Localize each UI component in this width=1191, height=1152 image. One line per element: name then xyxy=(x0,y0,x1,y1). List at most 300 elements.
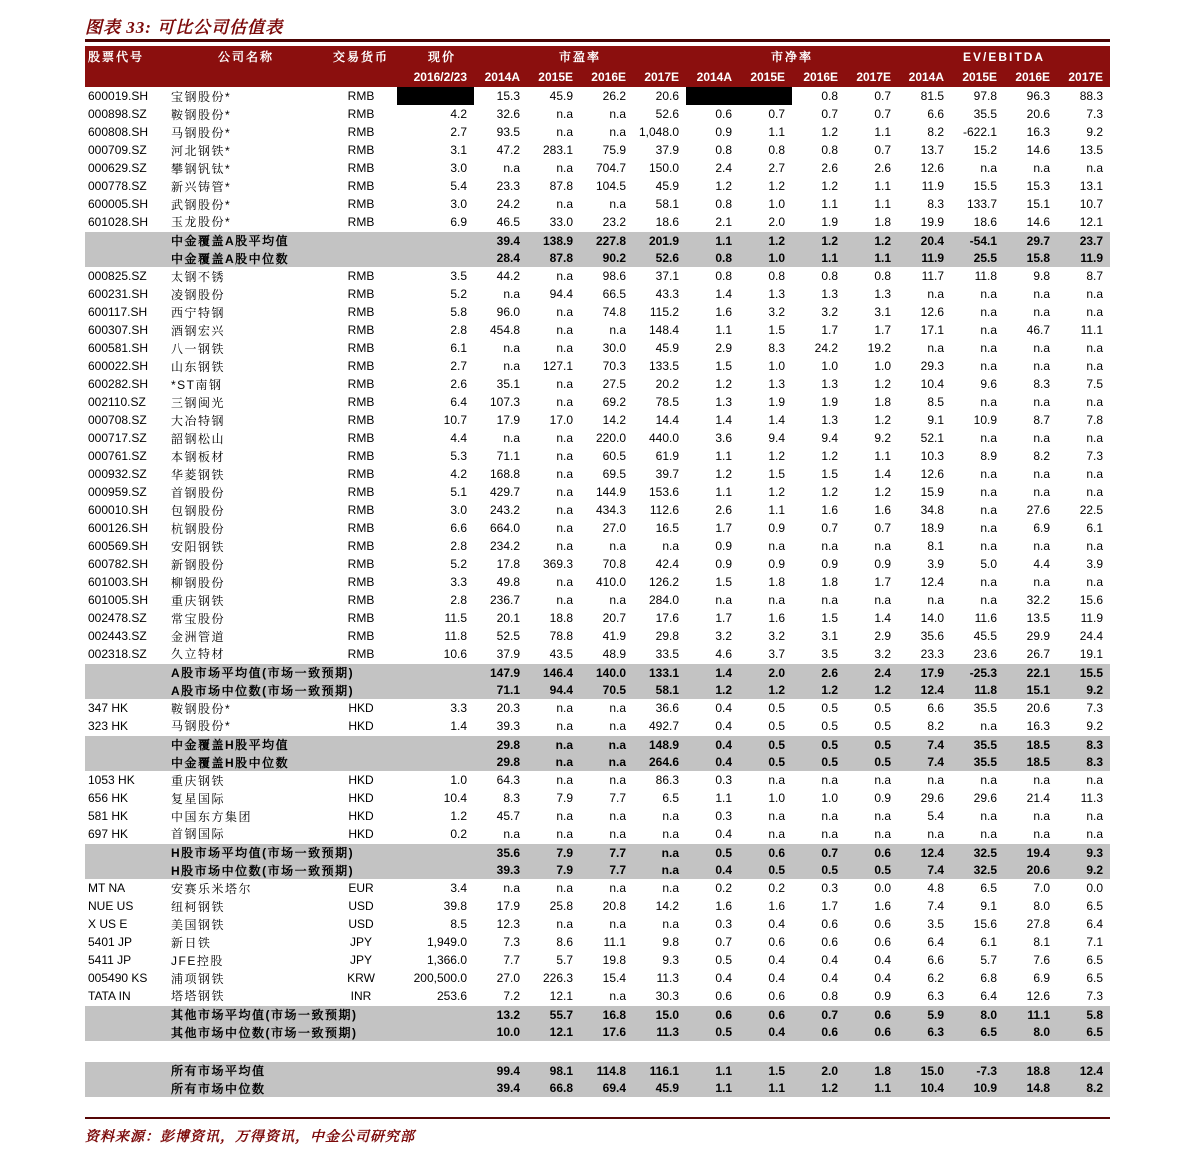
metric-value: 1.6 xyxy=(768,611,786,625)
summary-value: 14.8 xyxy=(1004,1079,1057,1097)
summary-spacer xyxy=(85,681,167,699)
currency-code: RMB xyxy=(347,197,375,211)
summary-value: 45.9 xyxy=(633,1079,686,1097)
company-row xyxy=(85,627,1110,645)
company-name: 攀钢钒钛* xyxy=(171,161,232,176)
summary-value: 138.9 xyxy=(527,231,580,249)
metric-value: 0.4 xyxy=(874,953,892,967)
metric-value: 0.9 xyxy=(874,988,892,1003)
company-name: 常宝股份 xyxy=(171,611,226,626)
metric-value: 13.5 xyxy=(1079,143,1104,157)
header-pe-2017e: 2017E xyxy=(633,67,686,87)
metric-value: n.a xyxy=(1033,539,1051,553)
metric-value: 1.4 xyxy=(768,413,786,427)
metric-value: 8.5 xyxy=(927,395,945,409)
metric-value: 43.5 xyxy=(549,646,573,661)
stock-code: 600005.SH xyxy=(88,197,149,211)
company-row xyxy=(85,357,1110,375)
company-row xyxy=(85,465,1110,483)
metric-value: 64.3 xyxy=(496,773,520,787)
metric-value: 0.9 xyxy=(715,125,733,139)
footer-rule xyxy=(85,1117,1110,1119)
company-row xyxy=(85,537,1110,555)
metric-value: 2.1 xyxy=(715,214,733,229)
summary-row xyxy=(85,681,1110,699)
header-company-name: 公司名称 xyxy=(167,46,325,67)
metric-value: 13.7 xyxy=(920,143,945,157)
price-value: 1.4 xyxy=(450,718,467,733)
metric-value: n.a xyxy=(1033,809,1051,823)
metric-value: 7.3 xyxy=(503,935,520,949)
metric-value: 34.8 xyxy=(920,503,945,517)
summary-value: n.a xyxy=(527,753,580,771)
header-row-groups xyxy=(85,46,1110,67)
metric-value: 6.9 xyxy=(1033,521,1051,535)
metric-value: 44.2 xyxy=(496,269,520,283)
metric-value: n.a xyxy=(556,503,573,517)
summary-value: 0.6 xyxy=(845,843,898,861)
company-name: 西宁特钢 xyxy=(171,305,226,320)
price-value: 39.8 xyxy=(443,899,467,913)
metric-value: 26.2 xyxy=(602,89,626,103)
metric-value: 15.3 xyxy=(1026,179,1051,193)
metric-value: 96.3 xyxy=(1026,89,1051,103)
metric-value: n.a xyxy=(503,881,520,895)
currency-code: RMB xyxy=(347,214,375,229)
metric-value: 37.1 xyxy=(655,269,680,283)
summary-value: 0.6 xyxy=(792,1023,845,1041)
metric-value: 0.5 xyxy=(874,718,892,733)
company-name: 杭钢股份 xyxy=(171,521,226,536)
metric-value: 0.6 xyxy=(768,935,786,949)
price-value: 10.4 xyxy=(443,791,467,805)
summary-value: 10.0 xyxy=(474,1023,527,1041)
metric-value: 1.2 xyxy=(715,377,733,391)
currency-code: USD xyxy=(348,899,374,913)
metric-value: 0.4 xyxy=(821,971,839,985)
summary-value: 1.5 xyxy=(739,1061,792,1079)
metric-value: 47.2 xyxy=(496,143,520,157)
price-value: 4.2 xyxy=(450,107,467,121)
summary-row xyxy=(85,1061,1110,1079)
summary-value: 29.7 xyxy=(1004,231,1057,249)
metric-value: n.a xyxy=(662,917,680,931)
metric-value: n.a xyxy=(556,485,573,499)
metric-value: 9.6 xyxy=(980,377,998,391)
stock-code: 656 HK xyxy=(88,791,129,805)
summary-value: 7.7 xyxy=(580,843,633,861)
stock-code: 000778.SZ xyxy=(88,179,147,193)
metric-value: 78.8 xyxy=(549,629,573,643)
company-name: *ST南钢 xyxy=(171,377,223,392)
metric-value: n.a xyxy=(1086,431,1104,445)
metric-value: n.a xyxy=(980,359,998,373)
summary-value: 7.4 xyxy=(898,861,951,879)
metric-value: 0.5 xyxy=(768,718,786,733)
metric-value: 0.7 xyxy=(821,521,839,535)
metric-value: 429.7 xyxy=(489,485,520,499)
metric-value: 1.2 xyxy=(715,179,733,193)
metric-value: 0.3 xyxy=(715,773,733,787)
metric-value: n.a xyxy=(821,539,839,553)
stock-code: 601003.SH xyxy=(88,575,149,589)
price-value: 2.8 xyxy=(450,593,467,607)
stock-code: 600808.SH xyxy=(88,125,149,139)
metric-value: 1.8 xyxy=(874,214,892,229)
metric-value: 71.1 xyxy=(496,449,520,463)
metric-value: n.a xyxy=(556,449,573,463)
metric-value: 7.6 xyxy=(1033,953,1051,967)
metric-value: 2.9 xyxy=(874,629,892,643)
summary-value: 116.1 xyxy=(633,1061,686,1079)
header-pb-2015e: 2015E xyxy=(739,67,792,87)
metric-value: 1.1 xyxy=(715,323,733,337)
metric-value: 39.7 xyxy=(655,467,680,481)
metric-value: 16.3 xyxy=(1026,125,1051,139)
metric-value: 150.0 xyxy=(648,161,680,175)
company-row xyxy=(85,519,1110,537)
metric-value: 0.9 xyxy=(715,539,733,553)
metric-value: 10.9 xyxy=(973,413,998,427)
price-value: 200,500.0 xyxy=(413,971,467,985)
company-name: 凌钢股份 xyxy=(171,287,226,302)
metric-value: 27.5 xyxy=(602,377,626,391)
summary-value: 1.0 xyxy=(739,249,792,267)
metric-value: n.a xyxy=(556,773,573,787)
metric-value: n.a xyxy=(980,305,998,319)
metric-value: 0.7 xyxy=(821,107,839,121)
summary-value: 11.1 xyxy=(1004,1005,1057,1023)
metric-value: 0.4 xyxy=(768,971,786,985)
currency-code: RMB xyxy=(347,413,375,427)
summary-value: 25.5 xyxy=(951,249,1004,267)
metric-value: 8.3 xyxy=(1033,377,1051,391)
metric-value: 0.8 xyxy=(715,143,733,157)
header-pb-2017e: 2017E xyxy=(845,67,898,87)
metric-value: 7.0 xyxy=(1033,881,1051,895)
summary-value: 0.5 xyxy=(845,861,898,879)
price-value: 6.4 xyxy=(450,395,467,409)
metric-value: 18.8 xyxy=(549,611,573,625)
price-value: 6.9 xyxy=(450,214,467,229)
currency-code: RMB xyxy=(347,107,375,121)
metric-value: n.a xyxy=(556,593,573,607)
summary-value: 18.5 xyxy=(1004,735,1057,753)
company-name: 安阳钢铁 xyxy=(171,539,226,554)
metric-value: 1.1 xyxy=(715,791,733,805)
metric-value: 39.3 xyxy=(496,718,520,733)
summary-value: 0.5 xyxy=(739,735,792,753)
metric-value: 46.5 xyxy=(496,214,520,229)
metric-value: 24.2 xyxy=(814,341,839,355)
section-gap xyxy=(85,1041,1110,1061)
metric-value: 20.2 xyxy=(655,377,680,391)
summary-row xyxy=(85,1023,1110,1041)
company-row xyxy=(85,267,1110,285)
metric-value: n.a xyxy=(556,521,573,535)
metric-value: n.a xyxy=(980,575,998,589)
metric-value: 7.1 xyxy=(1086,935,1104,949)
metric-value: 52.1 xyxy=(920,431,945,445)
metric-value: n.a xyxy=(874,773,892,787)
metric-value: 1.2 xyxy=(821,125,839,139)
summary-value: 146.4 xyxy=(527,663,580,681)
metric-value: 1.1 xyxy=(768,125,786,139)
company-name: 包钢股份 xyxy=(171,503,226,518)
metric-value: 1.7 xyxy=(715,611,733,625)
company-row xyxy=(85,609,1110,627)
company-name: 八一钢铁 xyxy=(171,341,226,356)
metric-value: 0.8 xyxy=(874,269,892,283)
metric-value: n.a xyxy=(609,539,626,553)
metric-value: n.a xyxy=(556,377,573,391)
currency-code: USD xyxy=(348,917,374,931)
metric-value: 16.5 xyxy=(655,521,680,535)
summary-value: 2.6 xyxy=(792,663,845,681)
metric-value: 45.9 xyxy=(655,341,680,355)
summary-value: 7.7 xyxy=(580,861,633,879)
metric-value: 29.6 xyxy=(973,791,998,805)
metric-value: 29.9 xyxy=(1026,629,1051,643)
metric-value: 704.7 xyxy=(595,161,626,175)
metric-value: 0.7 xyxy=(874,89,892,103)
metric-value: 98.6 xyxy=(602,269,626,283)
metric-value: n.a xyxy=(609,701,626,715)
metric-value: n.a xyxy=(556,161,573,175)
price-value: 4.4 xyxy=(450,431,467,445)
metric-value: 0.2 xyxy=(715,881,733,895)
summary-row xyxy=(85,735,1110,753)
metric-value: 78.5 xyxy=(655,395,680,409)
summary-value: 1.2 xyxy=(686,681,739,699)
metric-value: 45.9 xyxy=(655,179,680,193)
company-name: 重庆钢铁 xyxy=(171,773,226,788)
currency-code: HKD xyxy=(348,701,374,715)
stock-code: 1053 HK xyxy=(88,773,135,787)
metric-value: 7.9 xyxy=(556,791,573,805)
company-name: 山东钢铁 xyxy=(171,359,226,374)
redacted-cell xyxy=(686,87,739,105)
company-name: 马钢股份* xyxy=(171,719,232,733)
stock-code: 000709.SZ xyxy=(88,143,147,157)
metric-value: n.a xyxy=(662,881,680,895)
metric-value: 93.5 xyxy=(496,125,520,139)
metric-value: 6.4 xyxy=(927,935,945,949)
metric-value: 45.7 xyxy=(496,809,520,823)
metric-value: 14.0 xyxy=(920,611,945,625)
stock-code: 000932.SZ xyxy=(88,467,147,481)
header-pe-2014a: 2014A xyxy=(474,67,527,87)
summary-value: 11.9 xyxy=(1057,249,1110,267)
metric-value: n.a xyxy=(556,467,573,481)
company-name: 本钢板材 xyxy=(171,449,226,464)
metric-value: n.a xyxy=(980,809,998,823)
company-row xyxy=(85,375,1110,393)
metric-value: 0.0 xyxy=(1086,881,1104,895)
summary-value: 8.2 xyxy=(1057,1079,1110,1097)
summary-value: 12.4 xyxy=(898,681,951,699)
metric-value: n.a xyxy=(980,431,998,445)
metric-value: 1.4 xyxy=(715,413,733,427)
summary-value: 12.4 xyxy=(898,843,951,861)
summary-value: 8.3 xyxy=(1057,735,1110,753)
metric-value: 0.7 xyxy=(874,521,892,535)
metric-value: n.a xyxy=(768,539,786,553)
metric-value: 7.2 xyxy=(503,988,520,1003)
metric-value: 2.6 xyxy=(874,161,892,175)
price-value: 6.1 xyxy=(450,341,467,355)
metric-value: 58.1 xyxy=(655,197,680,211)
metric-value: 2.6 xyxy=(821,161,839,175)
metric-value: 9.2 xyxy=(1086,718,1104,733)
metric-value: n.a xyxy=(556,881,573,895)
summary-value: 0.4 xyxy=(739,1023,792,1041)
metric-value: n.a xyxy=(874,809,892,823)
currency-code: RMB xyxy=(347,125,375,139)
metric-value: 6.2 xyxy=(927,971,945,985)
stock-code: 000959.SZ xyxy=(88,485,147,499)
metric-value: 61.9 xyxy=(655,449,680,463)
metric-value: 10.3 xyxy=(920,449,945,463)
metric-value: 6.5 xyxy=(980,881,998,895)
header-stock-code: 股票代号 xyxy=(85,46,167,67)
summary-value: 90.2 xyxy=(580,249,633,267)
summary-row xyxy=(85,753,1110,771)
summary-value: 8.3 xyxy=(1057,753,1110,771)
stock-code: 600126.SH xyxy=(88,521,149,535)
summary-spacer xyxy=(85,843,167,861)
header-ev-2016e: 2016E xyxy=(1004,67,1057,87)
metric-value: 2.4 xyxy=(715,161,733,175)
company-row xyxy=(85,411,1110,429)
metric-value: 52.5 xyxy=(496,629,520,643)
summary-value: 0.5 xyxy=(845,735,898,753)
currency-code: RMB xyxy=(347,629,375,643)
summary-value: 5.9 xyxy=(898,1005,951,1023)
metric-value: 0.9 xyxy=(874,791,892,805)
summary-value: n.a xyxy=(527,735,580,753)
summary-value: 1.2 xyxy=(739,231,792,249)
metric-value: 1.6 xyxy=(821,503,839,517)
stock-code: 005490 KS xyxy=(88,971,148,985)
company-row xyxy=(85,933,1110,951)
currency-code: RMB xyxy=(347,449,375,463)
metric-value: 17.8 xyxy=(496,557,520,571)
metric-value: 12.3 xyxy=(496,917,520,931)
stock-code: 5401 JP xyxy=(88,935,133,949)
summary-value: 1.4 xyxy=(686,663,739,681)
stock-code: 600581.SH xyxy=(88,341,149,355)
metric-value: n.a xyxy=(1033,395,1051,409)
metric-value: 17.1 xyxy=(920,323,945,337)
summary-value: 39.4 xyxy=(474,1079,527,1097)
stock-code: 600282.SH xyxy=(88,377,149,391)
company-name: 美国钢铁 xyxy=(171,917,226,932)
metric-value: n.a xyxy=(609,881,626,895)
metric-value: n.a xyxy=(1033,287,1051,301)
metric-value: 19.2 xyxy=(867,341,892,355)
metric-value: 6.3 xyxy=(927,988,945,1003)
metric-value: 0.6 xyxy=(715,107,733,121)
metric-value: 6.8 xyxy=(980,971,998,985)
header-ev-2017e: 2017E xyxy=(1057,67,1110,87)
metric-value: 14.6 xyxy=(1026,143,1051,157)
metric-value: n.a xyxy=(927,593,945,607)
price-value: 3.5 xyxy=(450,269,467,283)
metric-value: n.a xyxy=(556,269,573,283)
metric-value: 0.4 xyxy=(768,953,786,967)
company-name: 新日铁 xyxy=(171,935,212,950)
metric-value: n.a xyxy=(980,593,998,607)
metric-value: 6.5 xyxy=(1086,953,1104,967)
metric-value: 107.3 xyxy=(489,395,520,409)
company-row xyxy=(85,717,1110,735)
metric-value: 440.0 xyxy=(648,431,680,445)
metric-value: 20.1 xyxy=(496,611,520,625)
metric-value: 13.5 xyxy=(1026,611,1051,625)
metric-value: 27.0 xyxy=(602,521,626,535)
metric-value: 1.3 xyxy=(715,395,733,409)
metric-value: 25.8 xyxy=(549,899,573,913)
header-spacer xyxy=(167,67,325,87)
metric-value: 133.5 xyxy=(648,359,680,373)
summary-value: 1.1 xyxy=(686,1079,739,1097)
metric-value: 1.7 xyxy=(874,575,892,589)
currency-code: RMB xyxy=(347,161,375,175)
metric-value: n.a xyxy=(1033,341,1051,355)
metric-value: 1.0 xyxy=(821,791,839,805)
price-value: 10.7 xyxy=(443,413,467,427)
company-name: 大冶特钢 xyxy=(171,413,226,428)
metric-value: 1.3 xyxy=(821,287,839,301)
metric-value: 664.0 xyxy=(489,521,520,535)
metric-value: 23.6 xyxy=(973,646,998,661)
metric-value: 1.2 xyxy=(821,179,839,193)
stock-code: 000898.SZ xyxy=(88,107,147,121)
metric-value: 87.8 xyxy=(549,179,573,193)
metric-value: 1.7 xyxy=(821,899,839,913)
metric-value: 11.9 xyxy=(921,179,945,193)
summary-value: 17.9 xyxy=(898,663,951,681)
metric-value: 133.7 xyxy=(967,197,998,211)
summary-value: 0.6 xyxy=(739,843,792,861)
summary-value: 18.5 xyxy=(1004,753,1057,771)
summary-row xyxy=(85,1005,1110,1023)
price-value: 1.2 xyxy=(450,809,467,823)
figure-title: 图表 33: 可比公司估值表 xyxy=(85,18,284,37)
summary-value: 69.4 xyxy=(580,1079,633,1097)
stock-code: 002318.SZ xyxy=(88,646,147,661)
currency-code: RMB xyxy=(347,359,375,373)
metric-value: 3.2 xyxy=(715,629,733,643)
company-name: 重庆钢铁 xyxy=(171,593,226,608)
metric-value: 126.2 xyxy=(648,575,680,589)
summary-value: n.a xyxy=(633,861,686,879)
company-name: 金洲管道 xyxy=(171,629,226,644)
metric-value: 32.2 xyxy=(1026,593,1051,607)
price-value: 5.1 xyxy=(450,485,467,499)
currency-code: RMB xyxy=(347,143,375,157)
metric-value: 1.6 xyxy=(715,305,733,319)
price-value: 5.2 xyxy=(450,557,467,571)
metric-value: 0.9 xyxy=(768,521,786,535)
summary-label: 所有市场平均值 xyxy=(167,1061,474,1079)
metric-value: n.a xyxy=(1086,359,1104,373)
metric-value: 3.5 xyxy=(821,646,839,661)
metric-value: 9.3 xyxy=(662,953,680,967)
metric-value: 1.0 xyxy=(874,359,892,373)
metric-value: 8.1 xyxy=(1033,935,1051,949)
